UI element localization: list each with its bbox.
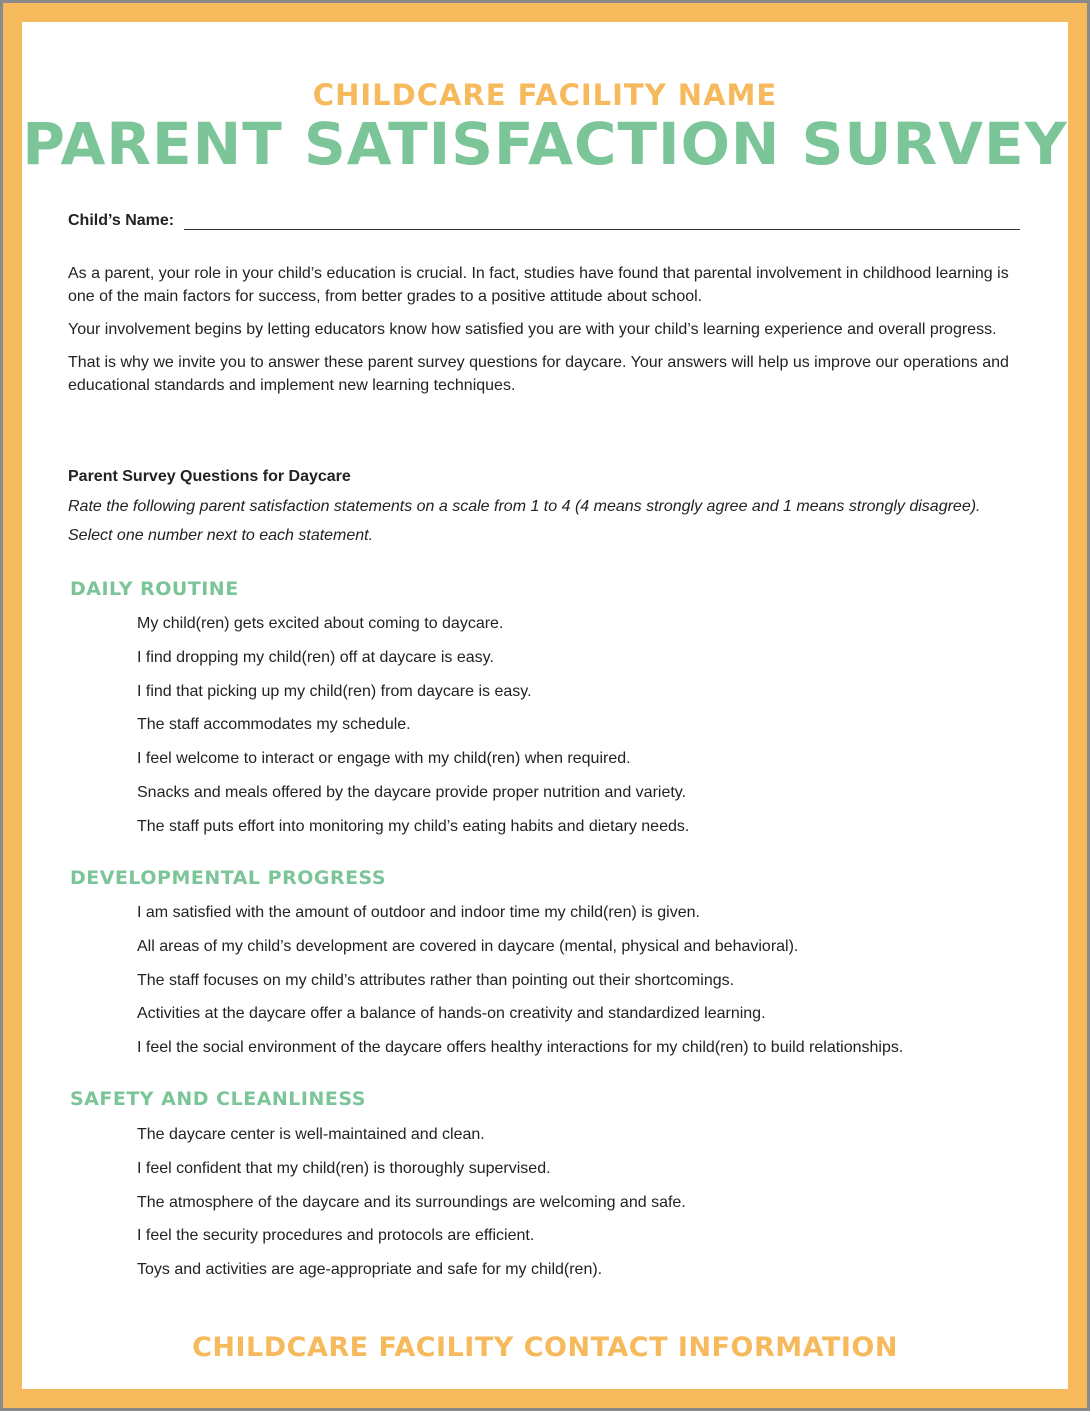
section-title-developmental-progress: DEVELOPMENTAL PROGRESS	[70, 867, 387, 889]
child-name-line[interactable]	[184, 211, 1020, 230]
survey-statement: I find dropping my child(ren) off at daycare is easy.	[137, 648, 494, 666]
survey-statement: I feel welcome to interact or engage with my child(ren) when required.	[137, 750, 631, 768]
intro-text	[68, 262, 1028, 407]
survey-statement: The staff accommodates my schedule.	[137, 716, 411, 734]
survey-statement: My child(ren) gets excited about coming to daycare.	[137, 615, 504, 632]
survey-heading: Parent Survey Questions for Daycare	[68, 468, 351, 485]
section-items-safety-cleanliness	[137, 1124, 1037, 1293]
intro-paragraph: As a parent, your role in your child’s education is crucial. In fact, studies have found that parental involvement in childhood learning is one of the main factors for success, from better grades to a positive attitude about school.	[68, 265, 1009, 305]
survey-statement: I find that picking up my child(ren) from daycare is easy.	[137, 682, 532, 700]
section-items-developmental-progress	[137, 902, 1037, 1071]
section-items-daily-routine	[137, 613, 1037, 850]
survey-statement: I am satisfied with the amount of outdoor and indoor time my child(ren) is given.	[137, 904, 700, 921]
intro-paragraph: That is why we invite you to answer these parent survey questions for daycare. Your answers will help us improve our operations and educational standards and implement new learning techniques.	[68, 354, 1009, 394]
page-border	[3, 3, 1087, 1408]
survey-statement: I feel the social environment of the daycare offers healthy interactions for my child(ren) to build relationships.	[137, 1039, 904, 1057]
child-name-label: Child’s Name:	[68, 212, 175, 229]
survey-statement: The atmosphere of the daycare and its surroundings are welcoming and safe.	[137, 1193, 686, 1211]
survey-statement: Snacks and meals offered by the daycare provide proper nutrition and variety.	[137, 783, 687, 801]
contact-information: CHILDCARE FACILITY CONTACT INFORMATION	[192, 1332, 898, 1363]
survey-instructions: Rate the following parent satisfaction statements on a scale from 1 to 4 (4 means strongly agree and 1 means strongly disagree). Select one number next to each statement.	[68, 498, 981, 544]
document-page	[22, 22, 1068, 1389]
survey-statement: Toys and activities are age-appropriate and safe for my child(ren).	[137, 1261, 603, 1279]
page-title: PARENT SATISFACTION SURVEY	[22, 110, 1068, 178]
survey-statement: The daycare center is well-maintained and clean.	[137, 1126, 485, 1143]
section-title-safety-cleanliness: SAFETY AND CLEANLINESS	[70, 1088, 366, 1110]
child-name-field[interactable]	[68, 208, 1020, 230]
section-title-daily-routine: DAILY ROUTINE	[70, 578, 239, 600]
survey-statement: The staff puts effort into monitoring my child’s eating habits and dietary needs.	[137, 817, 690, 835]
facility-name: CHILDCARE FACILITY NAME	[312, 78, 778, 112]
survey-statement: The staff focuses on my child’s attributes rather than pointing out their shortcomings.	[137, 971, 735, 989]
survey-statement: I feel confident that my child(ren) is thoroughly supervised.	[137, 1159, 551, 1177]
intro-paragraph: Your involvement begins by letting educators know how satisfied you are with your child’s learning experience and overall progress.	[68, 321, 997, 338]
survey-statement: Activities at the daycare offer a balance of hands-on creativity and standardized learning.	[137, 1005, 766, 1023]
survey-statement: All areas of my child’s development are covered in daycare (mental, physical and behavioral).	[137, 937, 799, 955]
survey-statement: I feel the security procedures and protocols are efficient.	[137, 1227, 535, 1245]
